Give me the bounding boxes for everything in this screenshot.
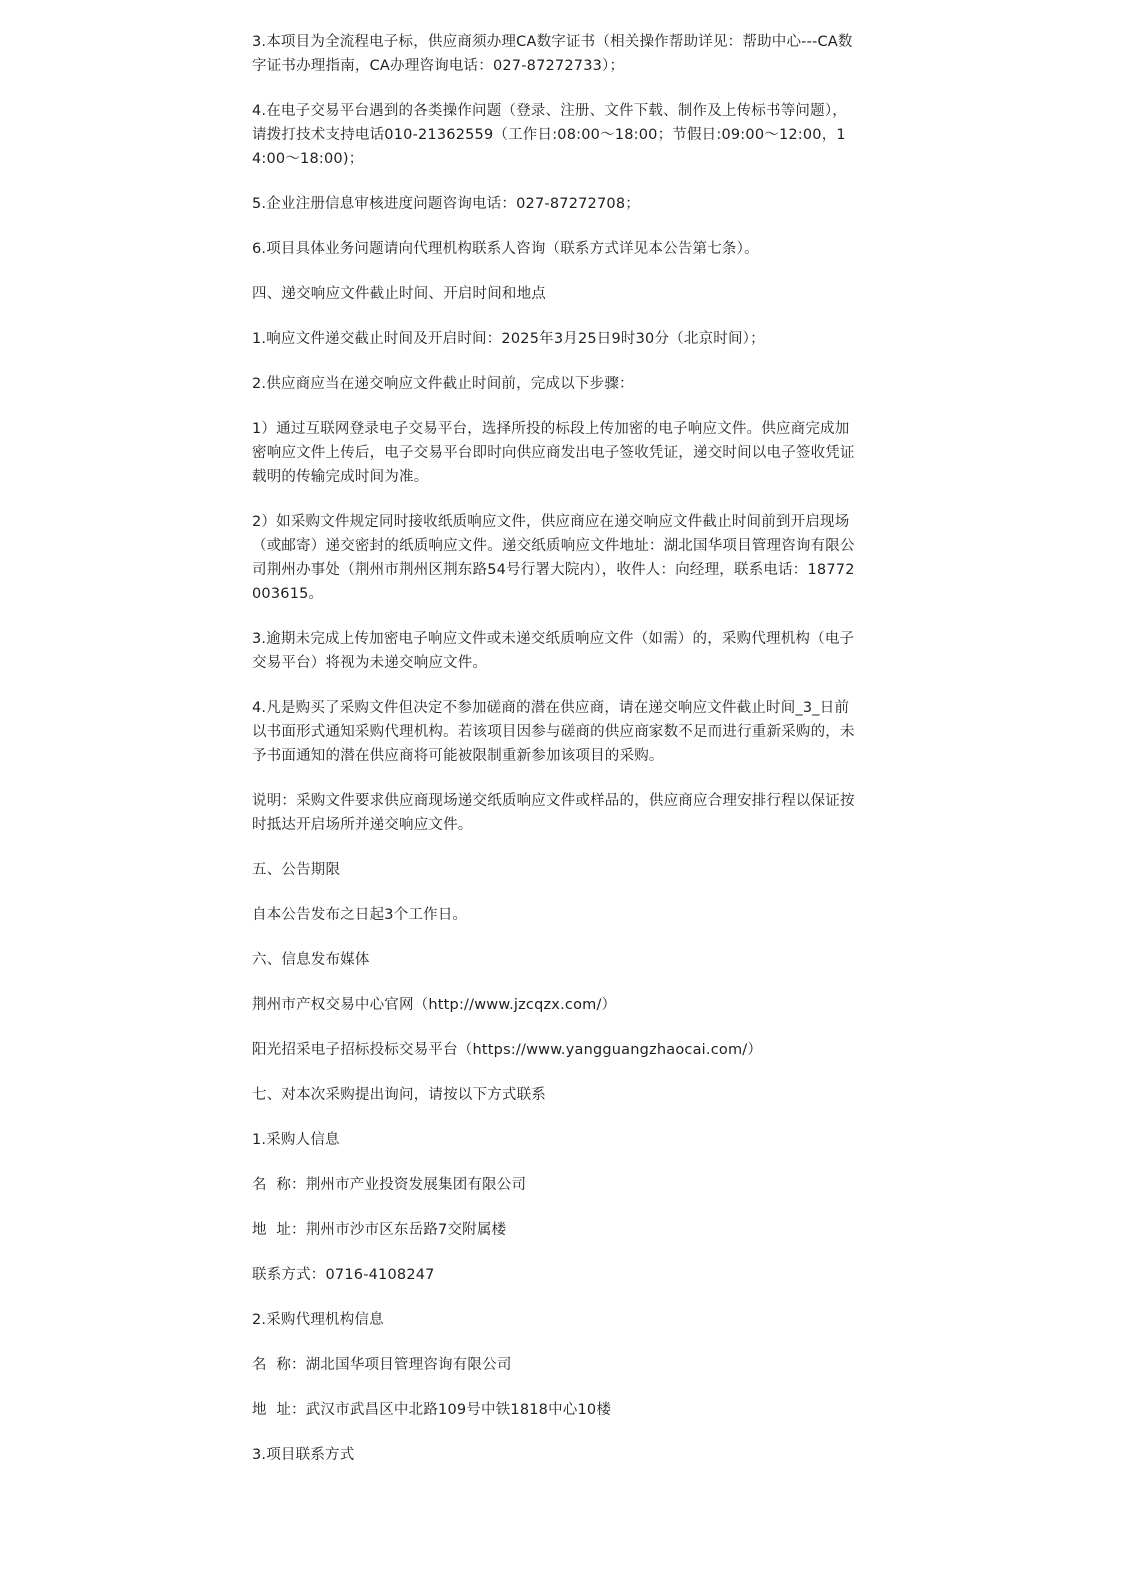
- paragraph-step-online-upload: 1）通过互联网登录电子交易平台，选择所投的标段上传加密的电子响应文件。供应商完成加密响应文件上传后，电子交易平台即时向供应商发出电子签收凭证，递交时间以电子签收凭证载明的传输完成时间为准。: [252, 421, 855, 485]
- paragraph-notice-period: 自本公告发布之日起3个工作日。: [252, 907, 468, 923]
- section-heading-media: 六、信息发布媒体: [252, 952, 370, 968]
- paragraph-note: 说明：采购文件要求供应商现场递交纸质响应文件或样品的，供应商应合理安排行程以保证按时抵达开启场所并递交响应文件。: [252, 793, 855, 833]
- section-heading-submission: 四、递交响应文件截止时间、开启时间和地点: [252, 286, 546, 302]
- paragraph-deadline: 1.响应文件递交截止时间及开启时间：2025年3月25日9时30分（北京时间）；: [252, 331, 765, 347]
- paragraph-step-paper-submission: 2）如采购文件规定同时接收纸质响应文件，供应商应在递交响应文件截止时间前到开启现场（或邮寄）递交密封的纸质响应文件。递交纸质响应文件地址：湖北国华项目管理咨询有限公司荆州办事处（荆州市荆州区荆东路54号行署大院内），收件人：向经理，联系电话：18772003615。: [252, 514, 855, 602]
- subheading-purchaser: 1.采购人信息: [252, 1132, 340, 1148]
- paragraph-tech-support: 4.在电子交易平台遇到的各类操作问题（登录、注册、文件下载、制作及上传标书等问题），请拨打技术支持电话010-21362559（工作日:08:00～18:00；节假日:09:00～12:00，14:00～18:00)；: [252, 103, 847, 167]
- paragraph-withdrawal-notice: 4.凡是购买了采购文件但决定不参加磋商的潜在供应商，请在递交响应文件截止时间_3_日前以书面形式通知采购代理机构。若该项目因参与磋商的供应商家数不足而进行重新采购的，未予书面通知的潜在供应商将可能被限制重新参加该项目的采购。: [252, 700, 855, 764]
- paragraph-steps-intro: 2.供应商应当在递交响应文件截止时间前，完成以下步骤：: [252, 376, 634, 392]
- section-heading-notice-period: 五、公告期限: [252, 862, 341, 878]
- paragraph-media-yangguang: 阳光招采电子招标投标交易平台（https://www.yangguangzhaocai.com/）: [252, 1042, 763, 1058]
- paragraph-registration-hotline: 5.企业注册信息审核进度问题咨询电话：027-87272708；: [252, 196, 640, 212]
- subheading-agency: 2.采购代理机构信息: [252, 1312, 384, 1328]
- document-body: [252, 30, 860, 1467]
- paragraph-business-inquiry: 6.项目具体业务问题请向代理机构联系人咨询（联系方式详见本公告第七条）。: [252, 241, 759, 257]
- subheading-project-contact: 3.项目联系方式: [252, 1447, 355, 1463]
- section-heading-contact: 七、对本次采购提出询问，请按以下方式联系: [252, 1087, 546, 1103]
- agency-address: 地 址：武汉市武昌区中北路109号中铁1818中心10楼: [252, 1402, 612, 1418]
- purchaser-name: 名 称：荆州市产业投资发展集团有限公司: [252, 1177, 527, 1193]
- purchaser-address: 地 址：荆州市沙市区东岳路7交附属楼: [252, 1222, 507, 1238]
- purchaser-phone: 联系方式：0716-4108247: [252, 1267, 435, 1283]
- paragraph-ca-certificate: 3.本项目为全流程电子标，供应商须办理CA数字证书（相关操作帮助详见：帮助中心---CA数字证书办理指南，CA办理咨询电话：027-87272733）；: [252, 34, 853, 74]
- agency-name: 名 称：湖北国华项目管理咨询有限公司: [252, 1357, 512, 1373]
- paragraph-media-jzcqzx: 荆州市产权交易中心官网（http://www.jzcqzx.com/）: [252, 997, 617, 1013]
- paragraph-late-submission: 3.逾期未完成上传加密电子响应文件或未递交纸质响应文件（如需）的，采购代理机构（电子交易平台）将视为未递交响应文件。: [252, 631, 855, 671]
